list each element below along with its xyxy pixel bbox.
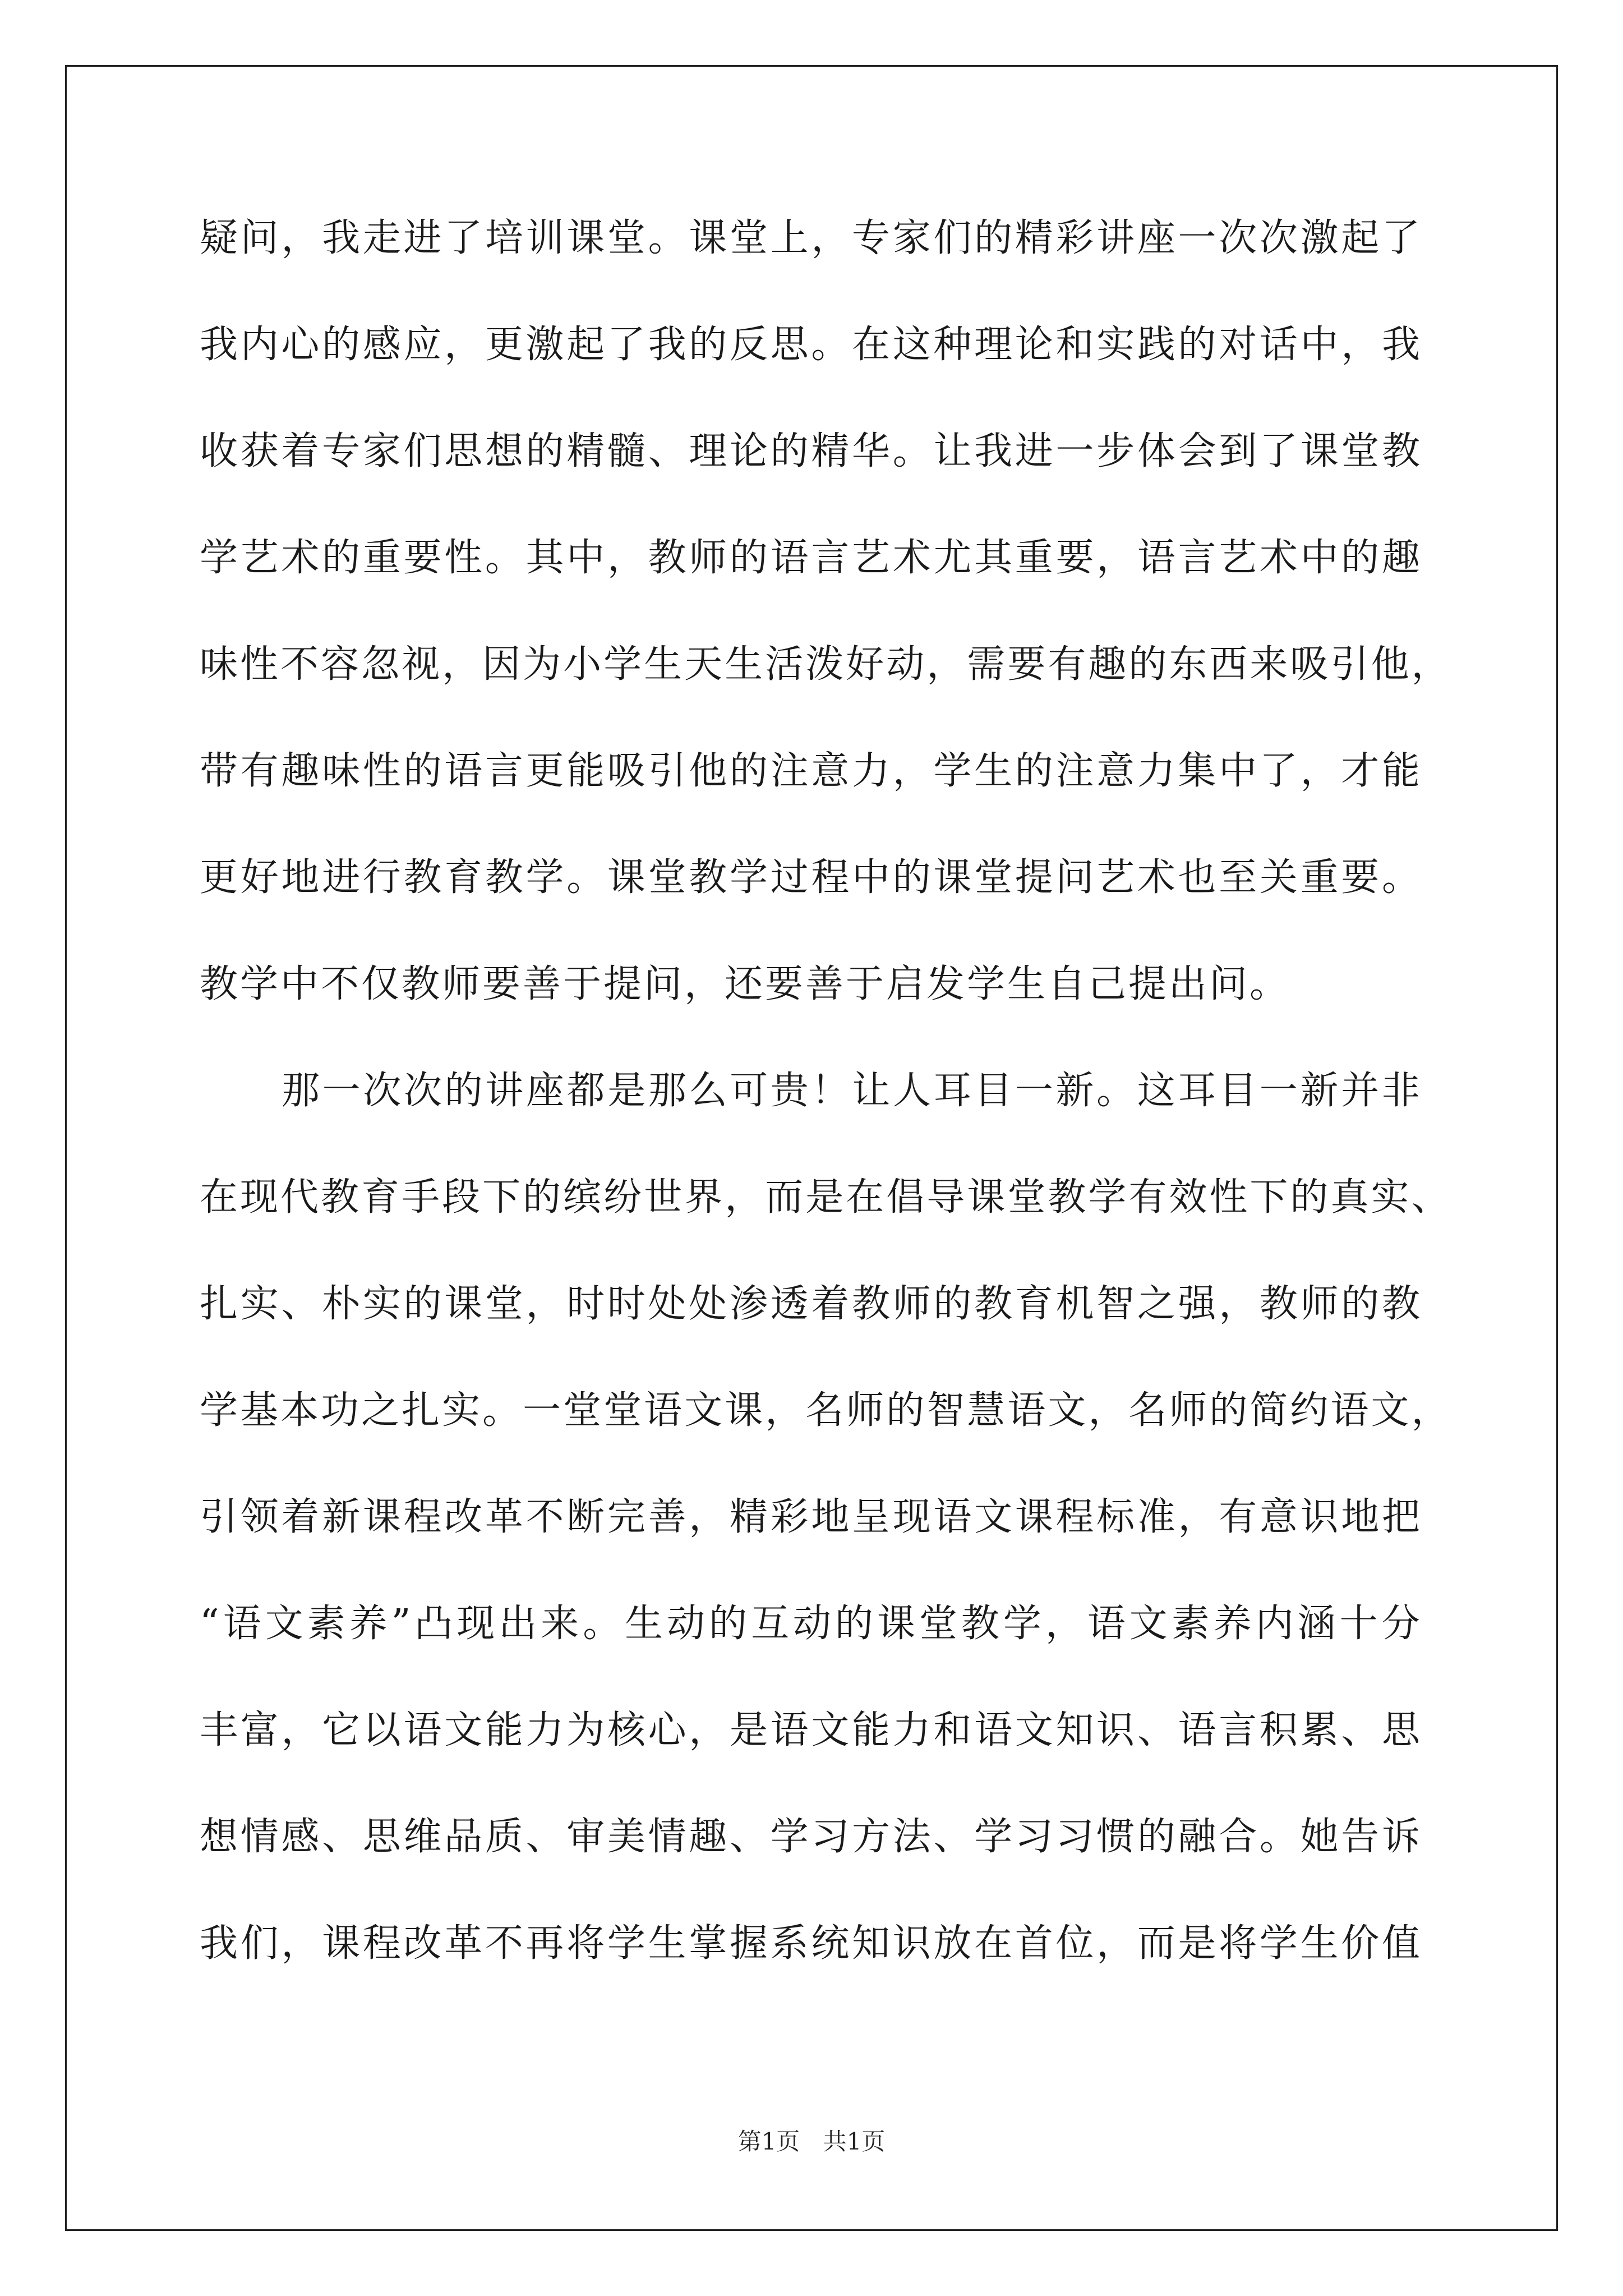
text-line: 疑 问 ， 我 走 进 了 培 训 课 堂 。 课 堂 上 ， 专 家 们 的 精 彩 讲 座 一 次 次 激 起 了 [200, 216, 1422, 260]
text-line: 更 好 地 进 行 教 育 教 学 。 课 堂 教 学 过 程 中 的 课 堂 提 问 艺 术 也 至 关 重 要 。 [200, 855, 1422, 900]
text-line: “ 语 文 素 养 ” 凸 现 出 来 。 生 动 的 互 动 的 课 堂 教 学 ， 语 文 素 养 内 涵 十 分 [200, 1602, 1422, 1646]
text-line: 收 获 着 专 家 们 思 想 的 精 髓 、 理 论 的 精 华 。 让 我 进 一 步 体 会 到 了 课 堂 教 [200, 429, 1422, 473]
text-line: 想 情 感 、 思 维 品 质 、 审 美 情 趣 、 学 习 方 法 、 学 习 习 惯 的 融 合 。 她 告 诉 [200, 1815, 1422, 1859]
page-footer [0, 2123, 1623, 2157]
page-total: 共1页 [823, 2128, 886, 2155]
text-line: 味 性 不 容 忽 视 ， 因 为 小 学 生 天 生 活 泼 好 动 ， 需 要 有 趣 的 东 西 来 吸 引 他 ， [200, 642, 1452, 687]
text-line: 我 内 心 的 感 应 ， 更 激 起 了 我 的 反 思 。 在 这 种 理 论 和 实 践 的 对 话 中 ， 我 [200, 323, 1422, 367]
document-body [200, 185, 1452, 1997]
text-line: 丰 富 ， 它 以 语 文 能 力 为 核 心 ， 是 语 文 能 力 和 语 文 知 识 、 语 言 积 累 、 思 [200, 1708, 1422, 1752]
text-line: 学 艺 术 的 重 要 性 。 其 中 ， 教 师 的 语 言 艺 术 尤 其 重 要 ， 语 言 艺 术 中 的 趣 [200, 536, 1422, 580]
text-line: 学 基 本 功 之 扎 实 。 一 堂 堂 语 文 课 ， 名 师 的 智 慧 语 文 ， 名 师 的 简 约 语 文 ， [200, 1388, 1452, 1433]
text-line: 在 现 代 教 育 手 段 下 的 缤 纷 世 界 ， 而 是 在 倡 导 课 堂 教 学 有 效 性 下 的 真 实 、 [200, 1175, 1452, 1220]
text-line: 我 们 ， 课 程 改 革 不 再 将 学 生 掌 握 系 统 知 识 放 在 首 位 ， 而 是 将 学 生 价 值 [200, 1921, 1422, 1966]
text-line: 那 一 次 次 的 讲 座 都 是 那 么 可 贵 ！ 让 人 耳 目 一 新 。 这 耳 目 一 新 并 非 [282, 1069, 1422, 1113]
text-line-content: 教学中不仅教师要善于提问，还要善于启发学生自己提出问。 [200, 962, 1290, 1006]
text-line: 带 有 趣 味 性 的 语 言 更 能 吸 引 他 的 注 意 力 ， 学 生 的 注 意 力 集 中 了 ， 才 能 [200, 749, 1422, 793]
page-number: 第1页 [737, 2128, 800, 2155]
text-line [200, 931, 1422, 1038]
text-line: 引 领 着 新 课 程 改 革 不 断 完 善 ， 精 彩 地 呈 现 语 文 课 程 标 准 ， 有 意 识 地 把 [200, 1495, 1422, 1539]
text-line: 扎 实 、 朴 实 的 课 堂 ， 时 时 处 处 渗 透 着 教 师 的 教 育 机 智 之 强 ， 教 师 的 教 [200, 1282, 1422, 1326]
